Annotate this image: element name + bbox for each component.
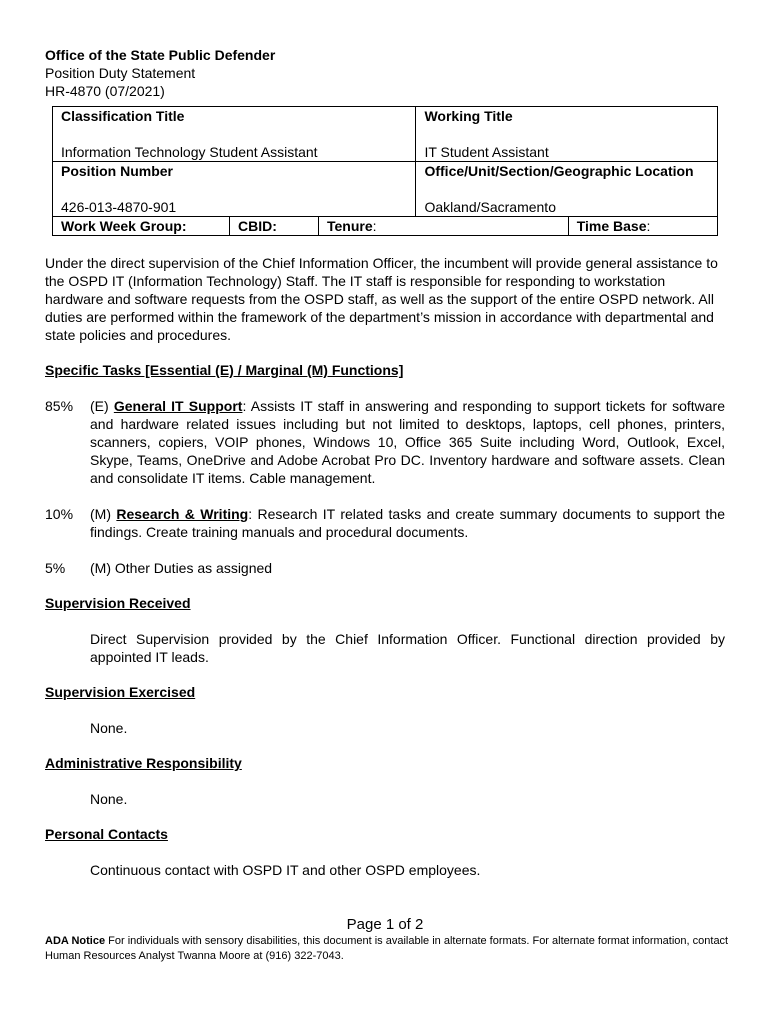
- time-base-label: Time Base: [576, 218, 647, 234]
- classification-cell: [53, 107, 416, 162]
- task-description: [90, 505, 725, 541]
- task-item: [45, 397, 725, 487]
- task-percent: 5%: [45, 560, 66, 576]
- supervision-received-heading: Supervision Received: [45, 595, 191, 611]
- time-base-colon: :: [646, 218, 651, 234]
- position-number-cell: [53, 162, 416, 217]
- time-base-cell: [568, 217, 717, 236]
- supervision-exercised-body: None.: [90, 720, 128, 736]
- org-name: Office of the State Public Defender: [45, 47, 276, 63]
- task-text: : Research IT related tasks and create summary documents to support the findings. Create training manuals and procedural documents.: [90, 506, 725, 540]
- personal-contacts-body: Continuous contact with OSPD IT and other OSPD employees.: [90, 862, 481, 878]
- office-location-value: Oakland/Sacramento: [424, 199, 556, 215]
- task-description: [90, 559, 725, 577]
- office-location-label: Office/Unit/Section/Geographic Location: [424, 163, 694, 179]
- ada-notice-text: For individuals with sensory disabilities, this document is available in alternate formats. For alternate format information, contact Human Resources Analyst Twanna Moore at (916) 322-7043.: [45, 935, 729, 962]
- form-number: HR-4870 (07/2021): [45, 83, 165, 99]
- task-category: (M) Other Duties as assigned: [90, 560, 273, 576]
- doc-type: Position Duty Statement: [45, 65, 196, 81]
- working-title-value: IT Student Assistant: [424, 144, 549, 160]
- task-text: : Assists IT staff in answering and responding to support tickets for software and hardware related issues including but not limited to desktops, laptops, cell phones, printers, scanners, copiers, VOIP phones, Windows 10, Office 365 Suite including Word, Outlook, Excel, Skype, Teams, OneDrive and Adobe Acrobat Pro DC. Inventory hardware and software assets. Clean and consolidate IT items. Cable management.: [90, 398, 725, 486]
- supervision-received-body: Direct Supervision provided by the Chief Information Officer. Functional direction provided by appointed IT leads.: [90, 631, 725, 665]
- task-title: General IT Support: [113, 398, 243, 414]
- working-title-cell: [416, 107, 718, 162]
- task-item: [45, 505, 725, 541]
- document-page: [45, 46, 725, 879]
- ada-notice: [45, 934, 735, 964]
- ada-notice-label: ADA Notice: [45, 935, 106, 947]
- position-info-table: [52, 106, 718, 236]
- classification-value: Information Technology Student Assistant: [61, 144, 318, 160]
- personal-contacts-heading: Personal Contacts: [45, 826, 168, 842]
- working-title-label: Working Title: [424, 108, 513, 124]
- position-number-label: Position Number: [61, 163, 174, 179]
- administrative-responsibility-body: None.: [90, 791, 128, 807]
- classification-label: Classification Title: [61, 108, 185, 124]
- task-category: (E): [90, 398, 114, 414]
- tenure-cell: [319, 217, 569, 236]
- tenure-colon: :: [372, 218, 377, 234]
- task-percent: 85%: [45, 398, 74, 414]
- page-number: Page 1 of 2: [346, 916, 424, 933]
- tasks-heading: Specific Tasks [Essential (E) / Marginal (M) Functions]: [45, 362, 404, 378]
- task-title: Research & Writing: [116, 506, 249, 522]
- administrative-responsibility-heading: Administrative Responsibility: [45, 755, 242, 771]
- position-number-value: 426-013-4870-901: [61, 199, 177, 215]
- cbid-label: CBID:: [230, 217, 319, 236]
- intro-paragraph: Under the direct supervision of the Chief Information Officer, the incumbent will provide general assistance to the OSPD IT (Information Technology) Staff. The IT staff is responsible for responding to workstation hardware and software requests from the OSPD staff, as well as the support of the entire OSPD network. All duties are performed within the framework of the department’s mission in accordance with departmental and state policies and procedures.: [45, 255, 718, 343]
- task-description: [90, 397, 725, 487]
- tenure-label: Tenure: [327, 218, 373, 234]
- task-percent: 10%: [45, 506, 74, 522]
- work-week-group-label: Work Week Group:: [53, 217, 230, 236]
- document-header: [45, 46, 725, 100]
- office-location-cell: [416, 162, 718, 217]
- task-category: (M): [90, 506, 117, 522]
- supervision-exercised-heading: Supervision Exercised: [45, 684, 196, 700]
- task-item: [45, 559, 725, 577]
